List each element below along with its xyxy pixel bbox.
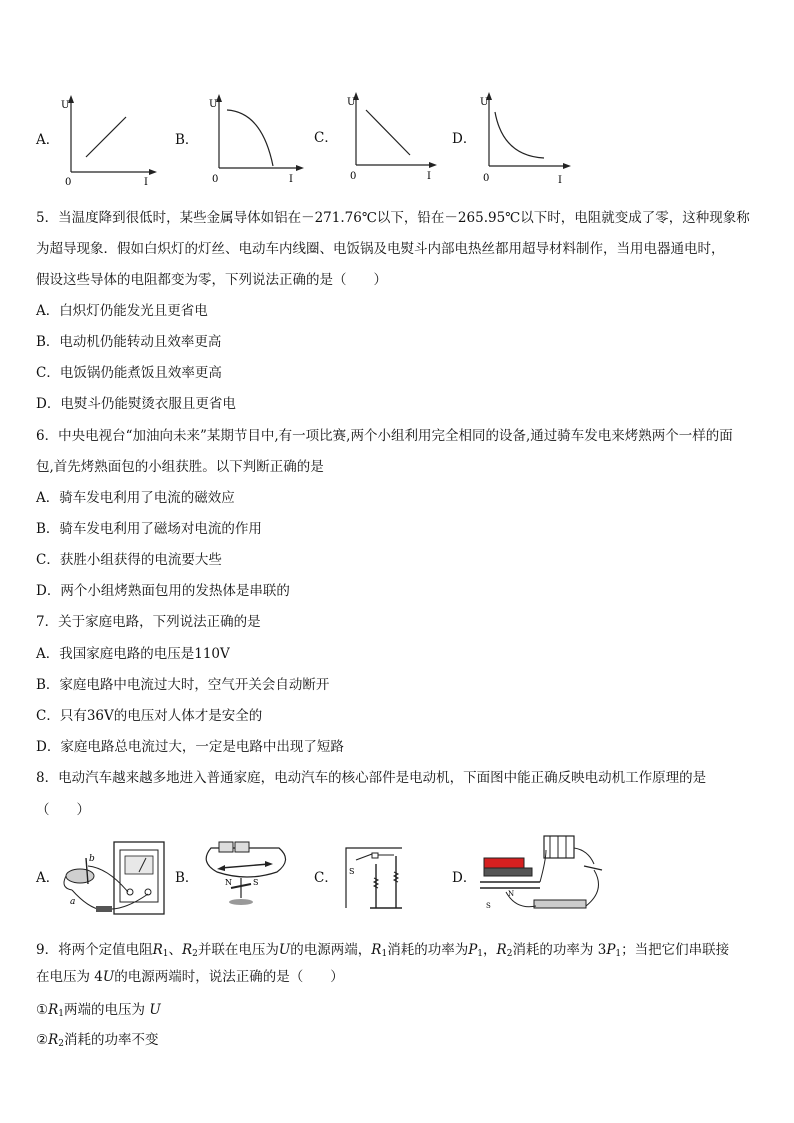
q8-option-c-letter[interactable]: C．: [314, 870, 338, 886]
q4-option-c-letter: C．: [314, 130, 338, 146]
q7-option-b[interactable]: B．家庭电路中电流过大时，空气开关会自动断开: [36, 677, 330, 693]
q8-figure-d: [476, 830, 614, 922]
q5-stem-line-1: 5．当温度降到很低时，某些金属导体如铝在－271.76℃以下，铅在－265.95℃以下时，电阻就变成了零，这种现象称: [36, 210, 750, 226]
q5-option-a[interactable]: A．白炽灯仍能发光且更省电: [36, 303, 208, 319]
q5-option-b[interactable]: B．电动机仍能转动且效率更高: [36, 334, 222, 350]
q6-option-c[interactable]: C．获胜小组获得的电流要大些: [36, 552, 222, 568]
q4-graph-a: [60, 92, 160, 188]
q4-graph-b: [207, 90, 307, 186]
q4-option-d-letter: D．: [452, 131, 477, 147]
q8-option-d-letter[interactable]: D．: [452, 870, 477, 886]
q4-option-a-letter: A．: [36, 132, 60, 148]
q8-option-b-letter[interactable]: B．: [175, 870, 199, 886]
q7-option-a[interactable]: A．我国家庭电路的电压是110V: [36, 646, 230, 662]
q4-graph-c-y-label: U: [347, 97, 356, 108]
q8-figure-a: [58, 836, 170, 920]
q9-stem-line-2: 在电压为 4U的电源两端时，说法正确的是（ ）: [36, 969, 344, 985]
q7-option-d[interactable]: D．家庭电路总电流过大，一定是电路中出现了短路: [36, 739, 344, 755]
q5-option-c[interactable]: C．电饭锅仍能煮饭且效率更高: [36, 365, 222, 381]
q6-option-a[interactable]: A．骑车发电利用了电流的磁效应: [36, 490, 235, 506]
q8-figure-a-label-b: b: [89, 854, 95, 864]
q8-figure-d-label-s: S: [486, 902, 491, 910]
q8-stem-line-1: 8．电动汽车越来越多地进入普通家庭，电动汽车的核心部件是电动机，下面图中能正确反映电动机工作原理的是: [36, 770, 707, 786]
q8-figure-d-label-n: N: [508, 890, 515, 898]
q8-figure-b-label-n: N: [225, 878, 232, 887]
q9-stem-line-1: 9．将两个定值电阻$R_1$、$R_2$并联在电压为U的电源两端，$R_1$消耗的功率为$P_1$，$R_2$消耗的功率为 $3P_1$；当把它们串联接: [36, 942, 730, 959]
q4-graph-b-origin: 0: [212, 174, 219, 185]
q4-graph-a-origin: 0: [65, 177, 72, 188]
q8-figure-b: [197, 838, 295, 912]
q4-graph-d: [478, 88, 578, 184]
q4-graph-d-y-label: U: [480, 97, 489, 108]
q4-graph-b-curve: [227, 110, 273, 166]
q7-option-c[interactable]: C．只有36V的电压对人体才是安全的: [36, 708, 263, 724]
q5-stem-line-2: 为超导现象．假如白炽灯的灯丝、电动车内线圈、电饭锅及电熨斗内部电热丝都用超导材料制作，当用电器通电时，: [36, 241, 725, 257]
q4-graph-c: [344, 88, 444, 184]
q7-stem: 7．关于家庭电路，下列说法正确的是: [36, 614, 261, 630]
q4-graph-a-x-label: I: [144, 177, 148, 188]
q4-graph-a-curve: [86, 117, 126, 157]
q4-graph-b-y-label: U: [209, 99, 218, 110]
q8-figure-c: [336, 838, 416, 914]
q4-graph-d-x-label: I: [558, 175, 562, 184]
q8-figure-c-label-s: S: [349, 867, 355, 876]
q4-graph-c-origin: 0: [350, 171, 357, 182]
q4-graph-d-origin: 0: [483, 173, 490, 184]
q6-stem-line-1: 6．中央电视台“加油向未来”某期节目中,有一项比赛,两个小组利用完全相同的设备,通过骑车发电来烤熟两个一样的面: [36, 428, 733, 444]
q4-graph-c-x-label: I: [427, 171, 431, 182]
q5-option-d[interactable]: D．电熨斗仍能熨烫衣服且更省电: [36, 396, 236, 412]
q4-graph-a-y-label: U: [61, 100, 70, 111]
q4-graph-d-curve: [495, 112, 544, 158]
q4-option-b-letter: B．: [175, 132, 199, 148]
q8-option-a-letter[interactable]: A．: [36, 870, 60, 886]
q6-option-d[interactable]: D．两个小组烤熟面包用的发热体是串联的: [36, 583, 290, 599]
q5-stem-line-3: 假设这些导体的电阻都变为零，下列说法正确的是（ ）: [36, 272, 387, 288]
q9-item-2: $②R_2$消耗的功率不变: [36, 1032, 159, 1049]
q8-figure-a-label-a: a: [70, 897, 76, 907]
q4-graph-b-x-label: I: [289, 174, 293, 185]
q6-stem-line-2: 包,首先烤熟面包的小组获胜。以下判断正确的是: [36, 459, 324, 475]
q4-graph-c-curve: [366, 110, 410, 155]
q8-stem-line-2: （ ）: [36, 802, 90, 818]
q9-item-1: $①R_1$两端的电压为 U: [36, 1002, 161, 1019]
q6-option-b[interactable]: B．骑车发电利用了磁场对电流的作用: [36, 521, 262, 537]
q8-figure-b-label-s: S: [253, 878, 259, 887]
